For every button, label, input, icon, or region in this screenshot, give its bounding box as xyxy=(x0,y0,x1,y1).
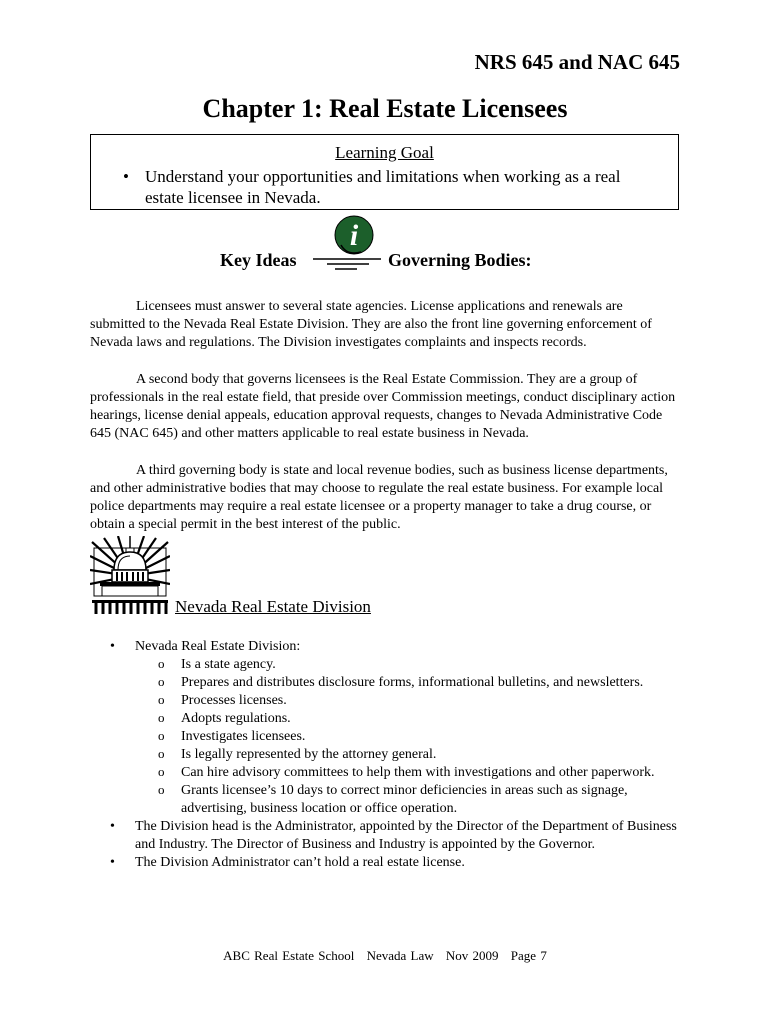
paragraph-revenue-bodies: A third governing body is state and local revenue bodies, such as business license departments, and other administrative bodies that may choose to regulate the real estate business. For example local police departments may require a real estate licensee or a property manager to take a drug course, or obtain a special permit in the best interest of the public. xyxy=(90,463,668,532)
capitol-building-icon xyxy=(90,536,170,616)
list-item: • The Division head is the Administrator, appointed by the Director of the Department of Business and Industry. The Director of Business and Industry is appointed by the Governor. xyxy=(90,818,690,854)
chapter-title: Chapter 1: Real Estate Licensees xyxy=(202,94,568,123)
list-item: • The Division Administrator can’t hold a real estate license. xyxy=(90,854,690,872)
footer-page: Page 7 xyxy=(510,948,547,963)
division-intro: Nevada Real Estate Division: xyxy=(135,639,301,654)
info-icon xyxy=(305,210,389,272)
learning-goal-box xyxy=(90,134,679,210)
header-code: NRS 645 and NAC 645 xyxy=(474,50,680,74)
sub-list-item: o Processes licenses. xyxy=(135,692,690,710)
sub-list-item: o Grants licensee’s 10 days to correct minor deficiencies in areas such as signage, advertising, business location or office operation. xyxy=(135,782,690,818)
sub-list-item: o Is a state agency. xyxy=(135,656,690,674)
footer-date: Nov 2009 xyxy=(445,948,499,963)
paragraph-commission: A second body that governs licensees is the Real Estate Commission. They are a group of professionals in the real estate field, that preside over Commission meetings, conduct disciplinary action hearings, license denial appeals, education approval requests, changes to Nevada Administrative Code 645 (NAC 645) and other matters applicable to real estate business in Nevada. xyxy=(90,372,676,441)
info-icon-letter: i xyxy=(349,219,359,252)
page-footer xyxy=(0,948,770,964)
footer-school: ABC Real Estate School xyxy=(223,948,355,963)
key-ideas-label: Key Ideas xyxy=(220,250,297,270)
sub-list-item: o Adopts regulations. xyxy=(135,710,690,728)
footer-course: Nevada Law xyxy=(366,948,434,963)
learning-goal-item: • Understand your opportunities and limitations when working as a real estate licensee in Nevada. xyxy=(123,166,648,208)
governing-bodies-heading: Governing Bodies: xyxy=(388,250,532,270)
sub-list-item: o Is legally represented by the attorney general. xyxy=(135,746,690,764)
list-item xyxy=(90,638,690,818)
paragraph-agencies: Licensees must answer to several state agencies. License applications and renewals are submitted to the Nevada Real Estate Division. They are also the front line governing enforcement of Nevada laws and regulations. The Division investigates complaints and inspects records. xyxy=(90,299,652,350)
division-sub-list xyxy=(135,656,690,818)
sub-list-item: o Can hire advisory committees to help them with investigations and other paperwork. xyxy=(135,764,690,782)
sub-list-item: o Prepares and distributes disclosure forms, informational bulletins, and newsletters. xyxy=(135,674,690,692)
section-title: Nevada Real Estate Division xyxy=(175,597,371,616)
learning-goal-heading: Learning Goal xyxy=(335,143,434,162)
division-facts-list xyxy=(90,638,690,872)
sub-list-item: o Investigates licensees. xyxy=(135,728,690,746)
